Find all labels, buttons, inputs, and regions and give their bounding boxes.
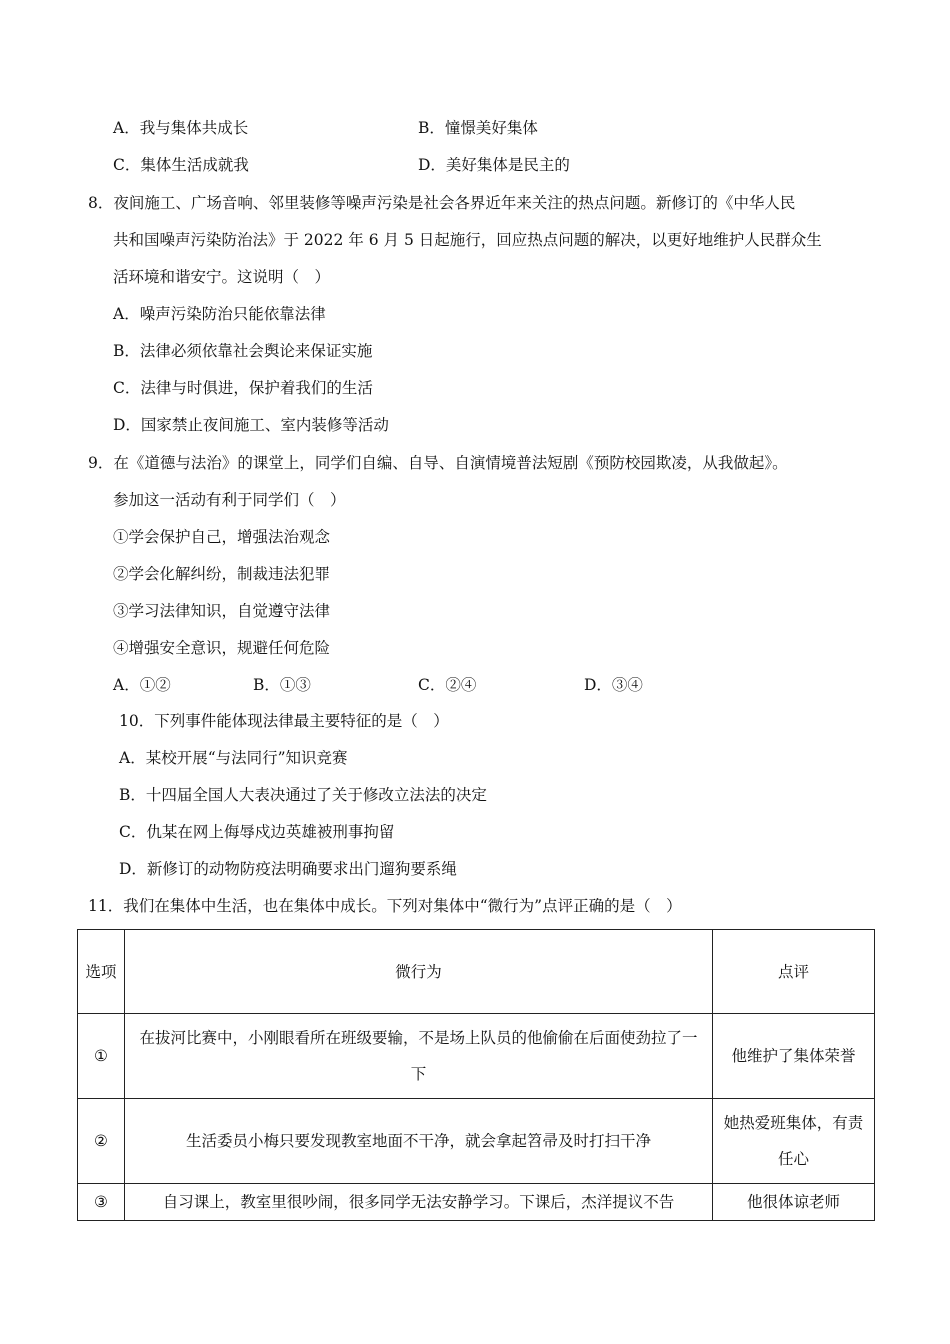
row-behavior: 在拔河比赛中，小刚眼看所在班级要输，不是场上队员的他偷偷在后面使劲拉了一下: [125, 1014, 713, 1099]
row-comment: 他很体谅老师: [713, 1184, 875, 1221]
q9-statement-3: ③学习法律知识，自觉遵守法律: [113, 602, 331, 620]
q8-stem-line-3: 活环境和谐安宁。这说明（ ）: [113, 268, 331, 286]
q8-option-c: C．法律与时俱进，保护着我们的生活: [113, 379, 373, 397]
q9-option-d: D．③④: [584, 676, 643, 694]
row-comment: 她热爱班集体，有责任心: [713, 1099, 875, 1184]
q10-option-d: D．新修订的动物防疫法明确要求出门遛狗要系绳: [119, 860, 457, 878]
table-row: [78, 1184, 875, 1221]
q9-statement-1: ①学会保护自己，增强法治观念: [113, 528, 331, 546]
q7-option-c: C．集体生活成就我: [113, 156, 249, 174]
q8-stem-line-1: 8．夜间施工、广场音响、邻里装修等噪声污染是社会各界近年来关注的热点问题。新修订的《中华人民: [88, 194, 796, 212]
q11-stem: 11．我们在集体中生活，也在集体中成长。下列对集体中“微行为”点评正确的是（ ）: [88, 897, 682, 915]
q7-option-d: D．美好集体是民主的: [418, 156, 570, 174]
row-comment: 他维护了集体荣誉: [713, 1014, 875, 1099]
row-behavior: 自习课上，教室里很吵闹，很多同学无法安静学习。下课后，杰洋提议不告: [125, 1184, 713, 1221]
row-option: ①: [78, 1014, 125, 1099]
q10-option-a: A．某校开展“与法同行”知识竞赛: [119, 749, 348, 767]
q9-option-c: C．②④: [418, 676, 477, 694]
header-comment: 点评: [713, 930, 875, 1014]
q9-statement-2: ②学会化解纠纷，制裁违法犯罪: [113, 565, 331, 583]
q9-option-b: B．①③: [253, 676, 311, 694]
header-option: 选项: [78, 930, 125, 1014]
q10-option-c: C．仇某在网上侮辱戍边英雄被刑事拘留: [119, 823, 395, 841]
row-behavior: 生活委员小梅只要发现教室地面不干净，就会拿起笤帚及时打扫干净: [125, 1099, 713, 1184]
q9-statement-4: ④增强安全意识，规避任何危险: [113, 639, 331, 657]
q8-option-d: D．国家禁止夜间施工、室内装修等活动: [113, 416, 389, 434]
table-row: [78, 1014, 875, 1099]
q11-table: [77, 929, 875, 1221]
table-header-row: [78, 930, 875, 1014]
table-row: [78, 1099, 875, 1184]
q9-stem-line-2: 参加这一活动有利于同学们（ ）: [113, 491, 346, 509]
row-option: ③: [78, 1184, 125, 1221]
q7-option-a: A．我与集体共成长: [113, 119, 249, 137]
q9-stem-line-1: 9．在《道德与法治》的课堂上，同学们自编、自导、自演情境普法短剧《预防校园欺凌，从我做起》。: [88, 454, 788, 472]
row-option: ②: [78, 1099, 125, 1184]
q10-option-b: B．十四届全国人大表决通过了关于修改立法法的决定: [119, 786, 487, 804]
q10-stem: 10．下列事件能体现法律最主要特征的是（ ）: [119, 712, 449, 730]
q8-option-a: A．噪声污染防治只能依靠法律: [113, 305, 326, 323]
q8-option-b: B．法律必须依靠社会舆论来保证实施: [113, 342, 373, 360]
q9-option-a: A．①②: [113, 676, 171, 694]
q8-stem-line-2: 共和国噪声污染防治法》于 2022 年 6 月 5 日起施行，回应热点问题的解决，以更好地维护人民群众生: [113, 231, 822, 249]
q7-option-b: B．憧憬美好集体: [418, 119, 538, 137]
header-behavior: 微行为: [125, 930, 713, 1014]
